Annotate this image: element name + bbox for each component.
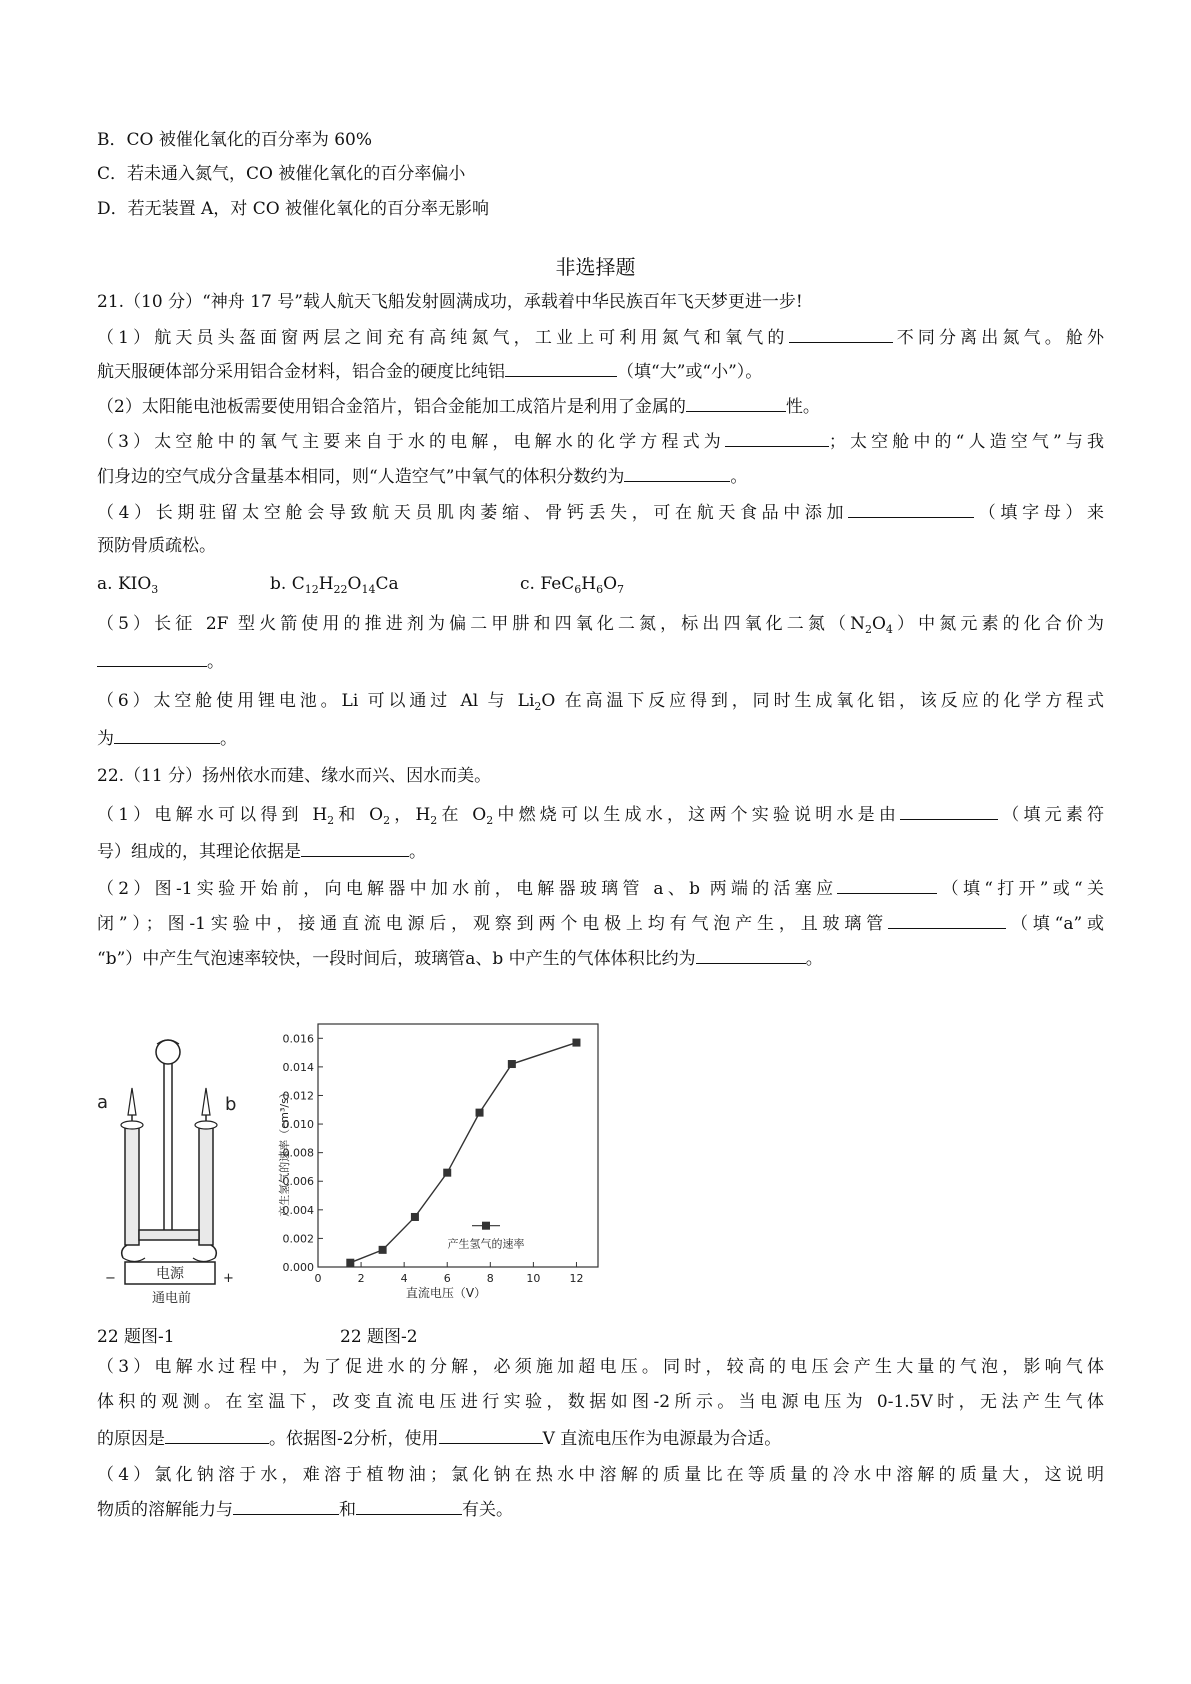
answer-blank[interactable] (165, 1427, 269, 1444)
subscript: 7 (617, 583, 625, 596)
before-power-caption: 通电前 (152, 1291, 192, 1305)
q21-part3-line1 (97, 430, 1104, 453)
subscript: 2 (383, 814, 391, 827)
q21-p4-text-a: （4）长期驻留太空舱会导致航天员肌肉萎缩、骨钙丢失，可在航天食品中添加 (97, 503, 849, 523)
legend-marker (482, 1222, 490, 1230)
positive-terminal-label: + (223, 1271, 234, 1286)
q21-p6-text-c: 为 (97, 729, 114, 749)
x-tick-label: 12 (569, 1272, 584, 1285)
y-tick-label: 0.010 (282, 1118, 314, 1132)
answer-blank[interactable] (900, 803, 998, 820)
subscript: 3 (151, 583, 159, 596)
legend-label: 产生氢气的速率 (447, 1237, 525, 1251)
q21-option-c (520, 574, 624, 594)
q22-part2-line3 (97, 947, 823, 970)
q21-p5-text-b: ）中氮元素的化合价为 (892, 614, 1104, 634)
answer-blank[interactable] (356, 1498, 462, 1515)
q21-part1-line1 (97, 326, 1104, 349)
q22-p3-text-d: 。依据图-2分析，使用 (269, 1429, 439, 1449)
q21-option-a (97, 574, 158, 594)
q21-p3-text-c: 们身边的空气成分含量基本相同，则“人造空气”中氧气的体积分数约为 (97, 467, 625, 487)
q21-part6-line2 (97, 727, 237, 750)
q22-p1-text-e: 中燃烧可以生成水，这两个实验说明水是由 (493, 805, 901, 825)
y-tick-label: 0.008 (282, 1146, 314, 1160)
q22-p1-text-g: 号）组成的，其理论依据是 (97, 842, 301, 862)
chart-frame (318, 1024, 598, 1267)
q21-p2-text-a: （2）太阳能电池板需要使用铝合金箔片，铝合金能加工成箔片是利用了金属的 (97, 397, 686, 417)
x-tick-label: 2 (357, 1272, 365, 1285)
answer-blank[interactable] (725, 430, 829, 447)
subscript: 2 (534, 700, 542, 713)
q22-part1-line2 (97, 840, 426, 863)
y-tick-label: 0.006 (282, 1175, 314, 1189)
x-tick-label: 8 (486, 1272, 494, 1285)
q22-part3-line1: （3）电解水过程中，为了促进水的分解，必须施加超电压。同时，较高的电压会产生大量的气泡，影响气体 (97, 1357, 1104, 1377)
data-point (379, 1246, 387, 1254)
y-tick-label: 0.000 (282, 1261, 314, 1274)
answer-blank[interactable] (686, 395, 786, 412)
q21-part6-line1 (97, 690, 1104, 712)
q22-part2-line2 (97, 912, 1104, 935)
q22-part3-line2: 体积的观测。在室温下，改变直流电压进行实验，数据如图-2所示。当电源电压为 0-1.5V时，无法产生气体 (97, 1392, 1104, 1412)
subscript: 6 (574, 583, 582, 596)
q22-p1-text-f: （填元素符 (998, 805, 1105, 825)
q22-part4-line1: （4）氯化钠溶于水，难溶于植物油；氯化钠在热水中溶解的质量比在等质量的冷水中溶解的质量大，这说明 (97, 1465, 1104, 1485)
data-point (346, 1259, 354, 1267)
y-tick-label: 0.016 (282, 1032, 314, 1046)
subscript: 22 (333, 583, 348, 596)
answer-blank[interactable] (301, 840, 409, 857)
x-tick-label: 4 (400, 1272, 408, 1285)
q22-p4-text-b: 物质的溶解能力与 (97, 1500, 233, 1520)
q20-option-b: B．CO 被催化氧化的百分率为 60% (97, 130, 373, 150)
y-tick-label: 0.002 (282, 1232, 314, 1246)
x-tick-label: 0 (314, 1272, 322, 1285)
x-tick-label: 6 (443, 1272, 451, 1285)
option-c-text: c. FeC (520, 574, 575, 594)
q22-p1-text-c: ，H (390, 805, 431, 825)
negative-terminal-label: − (105, 1271, 116, 1286)
q22-p1-text-a: （1）电解水可以得到 H (97, 805, 328, 825)
data-point (476, 1109, 484, 1117)
answer-blank[interactable] (233, 1498, 339, 1515)
q21-p1-text-d: （填“大”或“小”）。 (617, 362, 763, 382)
q21-p3-text-a: （3）太空舱中的氧气主要来自于水的电解，电解水的化学方程式为 (97, 432, 725, 452)
subscript: 2 (430, 814, 438, 827)
q22-p2-text-e: “b”）中产生气泡速率较快，一段时间后，玻璃管a、b 中产生的气体体积比约为 (97, 949, 696, 969)
q22-p1-text-b: 和 O (334, 805, 384, 825)
answer-blank[interactable] (696, 947, 806, 964)
answer-blank[interactable] (114, 727, 220, 744)
q21-part4-line1 (97, 501, 1104, 524)
q21-p6-text-b: O 在高温下反应得到，同时生成氧化铝，该反应的化学方程式 (541, 691, 1104, 711)
q22-p1-text-d: 在 O (437, 805, 487, 825)
power-source-label: 电源 (156, 1266, 184, 1282)
tube-b-label: b (225, 1094, 237, 1115)
data-point (572, 1039, 580, 1047)
q21-p2-text-b: 性。 (785, 397, 820, 417)
answer-blank[interactable] (439, 1427, 543, 1444)
subscript: 2 (864, 623, 872, 636)
q22-p2-text-f: 。 (805, 949, 823, 969)
q22-part2-line1 (97, 877, 1104, 900)
answer-blank[interactable] (837, 877, 937, 894)
q20-option-c: C．若未通入氮气，CO 被催化氧化的百分率偏小 (97, 164, 466, 184)
subscript: 4 (885, 623, 893, 636)
option-b-text: b. C (270, 574, 305, 594)
tube-a-label: a (97, 1092, 109, 1113)
subscript: 2 (327, 814, 335, 827)
chart-xlabel: 直流电压（V） (405, 1286, 487, 1300)
q22-p3-text-c: 的原因是 (97, 1429, 165, 1449)
q21-p6-text-a: （6）太空舱使用锂电池。Li 可以通过 Al 与 Li (97, 691, 535, 711)
q21-p1-text-b: 不同分离出氮气。舱外 (892, 328, 1104, 348)
chart-ylabel: 产生氢气的速率（cm³/s） (278, 1087, 291, 1217)
q21-part1-line2 (97, 360, 762, 383)
q21-p4-text-b: （填字母）来 (974, 503, 1104, 523)
data-point (443, 1169, 451, 1177)
q21-p1-text-c: 航天服硬体部分采用铝合金材料，铝合金的硬度比纯铝 (97, 362, 505, 382)
q21-part4-line2: 预防骨质疏松。 (97, 536, 216, 556)
y-tick-label: 0.012 (282, 1089, 314, 1103)
subscript: 6 (596, 583, 604, 596)
answer-blank[interactable] (888, 912, 1006, 929)
q22-p4-text-d: 有关。 (462, 1500, 513, 1520)
q21-p5-text-c: 。 (207, 652, 224, 672)
x-tick-label: 10 (526, 1272, 541, 1285)
answer-blank[interactable] (505, 360, 617, 377)
q22-part1-line1 (97, 803, 1104, 826)
answer-blank[interactable] (624, 465, 730, 482)
figure-1-caption: 22 题图-1 (97, 1327, 175, 1347)
answer-blank[interactable] (97, 650, 207, 667)
q21-p3-text-d: 。 (730, 467, 748, 487)
subscript: 14 (361, 583, 376, 596)
q22-head: 22.（11 分）扬州依水而建、缘水而兴、因水而美。 (97, 766, 492, 786)
q21-part5-line1 (97, 613, 1104, 635)
hydrogen-rate-chart (268, 1012, 648, 1312)
subscript: 12 (304, 583, 319, 596)
electrolysis-apparatus-diagram (95, 1030, 265, 1305)
element-o: O (871, 614, 886, 634)
element-o: O (603, 574, 618, 594)
element-h: H (318, 574, 334, 594)
q21-option-b (270, 574, 399, 594)
q21-part3-line2 (97, 465, 747, 488)
data-point (411, 1213, 419, 1221)
option-a-text: a. KIO (97, 574, 152, 594)
q22-p4-text-c: 和 (339, 1500, 356, 1520)
q21-p6-text-d: 。 (220, 729, 237, 749)
answer-blank[interactable] (789, 326, 893, 343)
section-title: 非选择题 (555, 255, 636, 279)
answer-blank[interactable] (848, 501, 974, 518)
q22-p1-text-h: 。 (409, 842, 426, 862)
q22-p2-text-d: （填“a”或 (1006, 914, 1104, 934)
q21-part2 (97, 395, 820, 418)
q21-head: 21.（10 分）“神舟 17 号”载人航天飞船发射圆满成功，承载着中华民族百年飞天梦更进一步! (97, 292, 803, 312)
subscript: 2 (486, 814, 494, 827)
q22-p3-text-e: V 直流电压作为电源最为合适。 (542, 1429, 782, 1449)
q22-p2-text-c: 闭”）；图-1实验中，接通直流电源后，观察到两个电极上均有气泡产生，且玻璃管 (97, 914, 889, 934)
data-point (508, 1060, 516, 1068)
series-line (350, 1043, 576, 1263)
q22-part3-line3 (97, 1427, 781, 1450)
q21-p3-text-b: ；太空舱中的“人造空气”与我 (828, 432, 1104, 452)
y-tick-label: 0.014 (282, 1060, 314, 1074)
element-h: H (581, 574, 597, 594)
q20-option-d: D．若无装置 A，对 CO 被催化氧化的百分率无影响 (97, 199, 490, 219)
y-tick-label: 0.004 (282, 1203, 314, 1217)
q21-p5-text-a: （5）长征 2F 型火箭使用的推进剂为偏二甲肼和四氧化二氮，标出四氧化二氮（N (97, 614, 865, 634)
q22-p2-text-b: （填“打开”或“关 (937, 879, 1104, 899)
element-o: O (347, 574, 362, 594)
figure-2-caption: 22 题图-2 (340, 1327, 418, 1347)
q21-p1-text-a: （1）航天员头盔面窗两层之间充有高纯氮气，工业上可利用氮气和氧气的 (97, 328, 789, 348)
q22-part4-line2 (97, 1498, 513, 1521)
q22-p2-text-a: （2）图-1实验开始前，向电解器中加水前，电解器玻璃管 a、b 两端的活塞应 (97, 879, 838, 899)
element-ca: Ca (375, 574, 399, 594)
q21-part5-line2 (97, 650, 224, 673)
